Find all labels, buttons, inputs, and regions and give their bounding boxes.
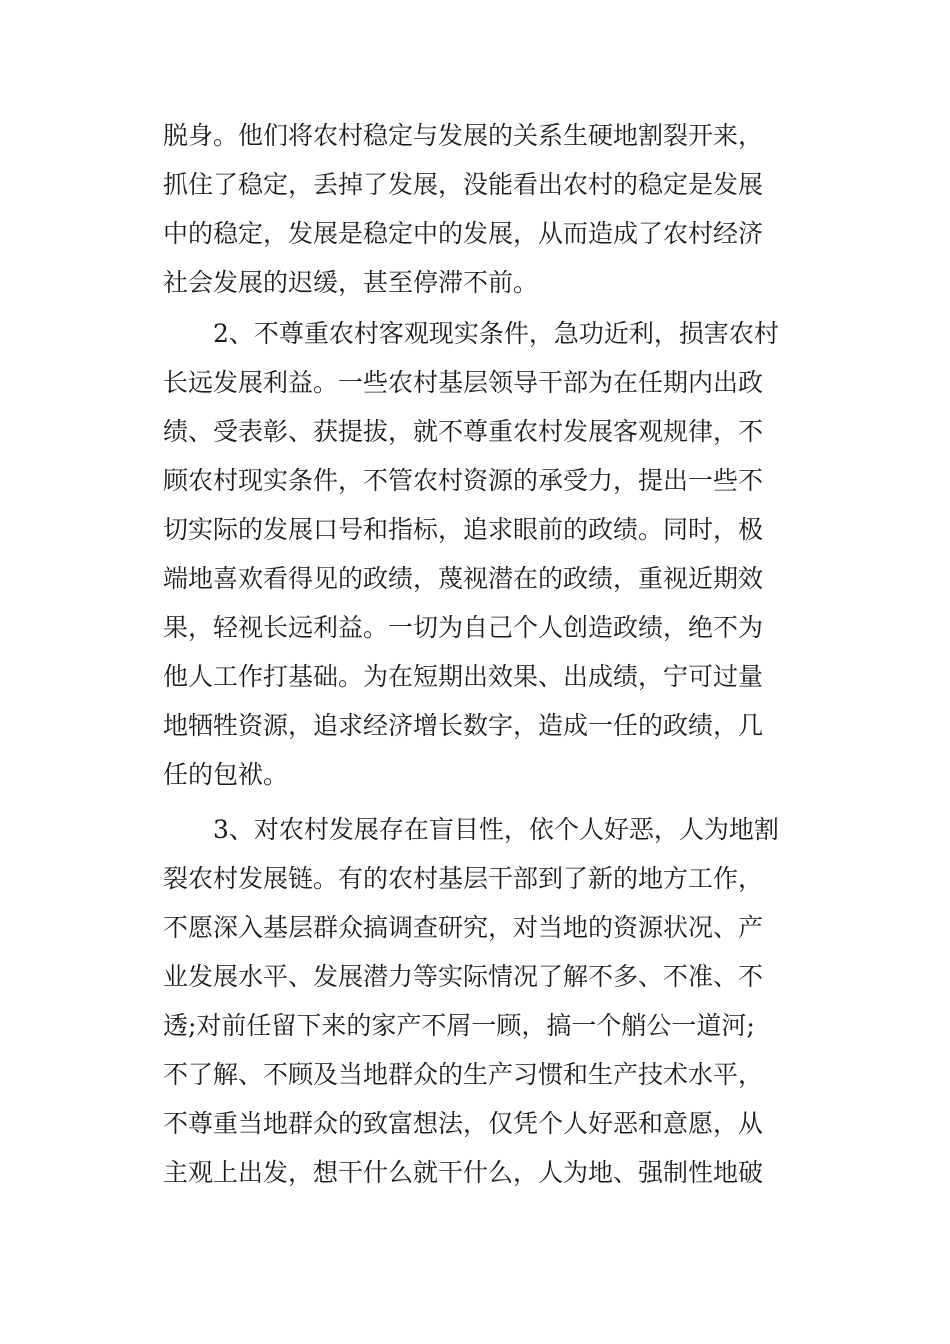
- text-line: 脱身。他们将农村稳定与发展的关系生硬地割裂开来，: [163, 121, 764, 150]
- text-line: 主观上出发，想干什么就干什么，人为地、强制性地破: [163, 1158, 764, 1187]
- text-line: 果，轻视长远利益。一切为自己个人创造政绩，绝不为: [163, 613, 764, 642]
- text-line: 不尊重当地群众的致富想法，仅凭个人好恶和意愿，从: [163, 1109, 764, 1138]
- text-line: 社会发展的迟缓，甚至停滞不前。: [163, 268, 539, 297]
- text-line: 裂农村发展链。有的农村基层干部到了新的地方工作，: [163, 864, 764, 893]
- text-line: 任的包袱。: [163, 760, 289, 789]
- text-line: 切实际的发展口号和指标，追求眼前的政绩。同时，极: [163, 515, 764, 544]
- text-line: 长远发展利益。一些农村基层领导干部为在任期内出政: [163, 368, 764, 397]
- text-line: 他人工作打基础。为在短期出效果、出成绩，宁可过量: [163, 662, 764, 691]
- text-line: 绩、受表彰、获提拔，就不尊重农村发展客观规律，不: [163, 417, 764, 446]
- text-line: 抓住了稳定，丢掉了发展，没能看出农村的稳定是发展: [163, 170, 764, 199]
- paragraph-item-2: [163, 309, 793, 799]
- text-line: 不了解、不顾及当地群众的生产习惯和生产技术水平，: [163, 1060, 764, 1089]
- text-line: 透;对前任留下来的家产不屑一顾，搞一个艄公一道河;: [163, 1011, 755, 1040]
- text-line: 不愿深入基层群众搞调查研究，对当地的资源状况、产: [163, 913, 764, 942]
- paragraph-item-3: [163, 805, 793, 1197]
- text-line: 业发展水平、发展潜力等实际情况了解不多、不准、不: [163, 962, 764, 991]
- paragraph-continuation: [163, 111, 793, 307]
- text-line: 3、对农村发展存在盲目性，依个人好恶，人为地割: [213, 815, 779, 844]
- text-line: 端地喜欢看得见的政绩，蔑视潜在的政绩，重视近期效: [163, 564, 764, 593]
- text-line: 顾农村现实条件，不管农村资源的承受力，提出一些不: [163, 466, 764, 495]
- text-line: 2、不尊重农村客观现实条件，急功近利，损害农村: [213, 319, 779, 348]
- text-line: 地牺牲资源，追求经济增长数字，造成一任的政绩，几: [163, 711, 764, 740]
- text-line: 中的稳定，发展是稳定中的发展，从而造成了农村经济: [163, 219, 764, 248]
